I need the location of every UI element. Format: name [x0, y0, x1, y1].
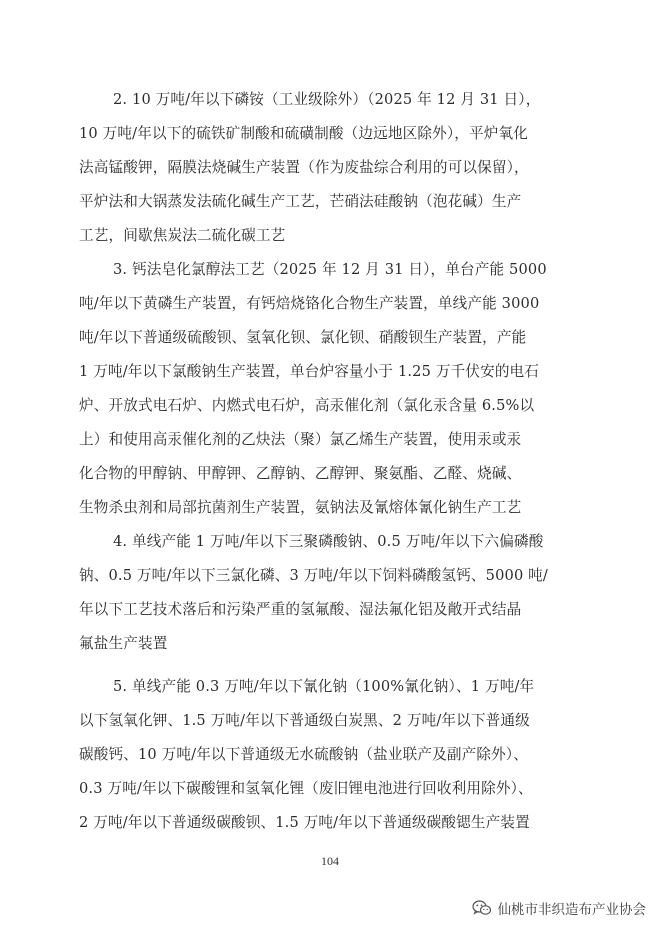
watermark-text: 仙桃市非织造布产业协会 — [497, 902, 646, 918]
text-line: 化合物的甲醇钠、甲醇钾、乙醇钠、乙醇钾、聚氨酯、乙醛、烧碱、 — [79, 465, 522, 482]
text-line: 生物杀虫剂和局部抗菌剂生产装置，氨钠法及氰熔体氰化钠生产工艺 — [79, 499, 522, 516]
text-line: 吨/年以下黄磷生产装置，有钙焙烧铬化合物生产装置，单线产能 3000 — [79, 295, 540, 312]
text-line: 法高锰酸钾，隔膜法烧碱生产装置（作为废盐综合利用的可以保留）， — [79, 159, 529, 176]
text-line: 吨/年以下普通级硫酸钡、氢氧化钡、氯化钡、硝酸钡生产装置，产能 — [79, 329, 527, 346]
text-line: 以下氢氧化钾、1.5 万吨/年以下普通级白炭黑、2 万吨/年以下普通级 — [79, 712, 530, 729]
text-line: 5. 单线产能 0.3 万吨/年以下氰化钠（100%氰化钠）、1 万吨/年 — [113, 678, 535, 695]
text-line: 碳酸钙、10 万吨/年以下普通级无水硫酸钠（盐业联产及副产除外）、 — [79, 746, 528, 763]
wechat-icon — [472, 900, 492, 916]
text-line: 2 万吨/年以下普通级碳酸钡、1.5 万吨/年以下普通级碳酸锶生产装置 — [79, 814, 530, 831]
text-line: 工艺，间歇焦炭法二硫化碳工艺 — [79, 227, 286, 244]
text-line: 3. 钙法皂化氯醇法工艺（2025 年 12 月 31 日），单台产能 5000 — [113, 261, 547, 278]
text-line: 4. 单线产能 1 万吨/年以下三聚磷酸钠、0.5 万吨/年以下六偏磷酸 — [113, 533, 544, 550]
text-line: 上）和使用高汞催化剂的乙炔法（聚）氯乙烯生产装置，使用汞或汞 — [79, 431, 522, 448]
text-line: 年以下工艺技术落后和污染严重的氢氟酸、湿法氟化铝及敞开式结晶 — [79, 601, 522, 618]
text-line: 10 万吨/年以下的硫铁矿制酸和硫磺制酸（边远地区除外），平炉氧化 — [79, 125, 528, 142]
text-line: 炉、开放式电石炉、内燃式电石炉，高汞催化剂（氯化汞含量 6.5%以 — [79, 397, 535, 414]
watermark — [472, 898, 647, 918]
text-line: 1 万吨/年以下氯酸钠生产装置，单台炉容量小于 1.25 万千伏安的电石 — [79, 363, 540, 380]
text-line: 平炉法和大锅蒸发法硫化碱生产工艺，芒硝法硅酸钠（泡花碱）生产 — [79, 193, 522, 210]
text-line: 氟盐生产装置 — [79, 635, 168, 652]
text-line: 0.3 万吨/年以下碳酸锂和氢氧化锂（废旧锂电池进行回收利用除外）、 — [79, 780, 533, 797]
text-line: 2. 10 万吨/年以下磷铵（工业级除外）（2025 年 12 月 31 日）， — [113, 91, 541, 108]
text-line: 钠、0.5 万吨/年以下三氯化磷、3 万吨/年以下饲料磷酸氢钙、5000 吨/ — [79, 567, 548, 584]
page-number: 104 — [321, 854, 339, 868]
